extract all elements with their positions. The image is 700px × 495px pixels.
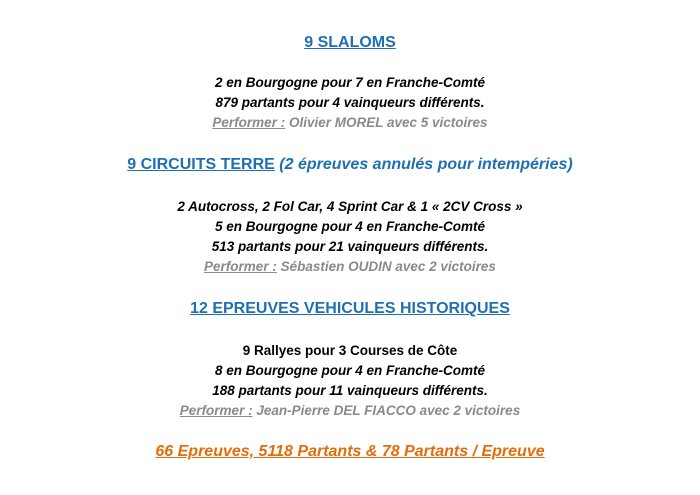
slaloms-line-2: 879 partants pour 4 vainqueurs différents.: [215, 95, 485, 110]
circuits-line-1: 2 Autocross, 2 Fol Car, 4 Sprint Car & 1 « 2CV Cross »: [177, 199, 523, 214]
circuits-title: 9 CIRCUITS TERRE: [127, 156, 275, 173]
historiques-performer: [0, 402, 700, 420]
historiques-line-2: 8 en Bourgogne pour 4 en Franche-Comté: [214, 363, 486, 378]
historiques-line-1: 9 Rallyes pour 3 Courses de Côte: [242, 343, 458, 358]
slaloms-heading: [0, 33, 700, 53]
circuits-performer: [0, 258, 700, 276]
total-summary: 66 Epreuves, 5118 Partants & 78 Partants / Epreuve: [155, 443, 545, 460]
performer-label: Performer :: [204, 259, 277, 274]
performer-label: Performer :: [179, 403, 253, 418]
historiques-title: 12 EPREUVES VEHICULES HISTORIQUES: [190, 300, 510, 317]
performer-label: Performer :: [212, 115, 286, 130]
slaloms-title: 9 SLALOMS: [304, 34, 396, 51]
circuits-heading: [0, 155, 700, 175]
circuits-line-2: 5 en Bourgogne pour 4 en Franche-Comté: [214, 219, 486, 234]
historiques-line-3: 188 partants pour 11 vainqueurs différents.: [212, 383, 488, 398]
performer-text: Jean-Pierre DEL FIACCO avec 2 victoires: [252, 403, 521, 418]
slaloms-performer: [0, 114, 700, 132]
performer-text: Olivier MOREL avec 5 victoires: [285, 115, 488, 130]
circuits-line-3: 513 partants pour 21 vainqueurs différents.: [211, 239, 489, 254]
historiques-heading: [0, 299, 700, 319]
performer-text: Sébastien OUDIN avec 2 victoires: [276, 259, 496, 274]
slaloms-line-1: 2 en Bourgogne pour 7 en Franche-Comté: [214, 75, 486, 90]
circuits-title-note: (2 épreuves annulés pour intempéries): [274, 156, 573, 173]
